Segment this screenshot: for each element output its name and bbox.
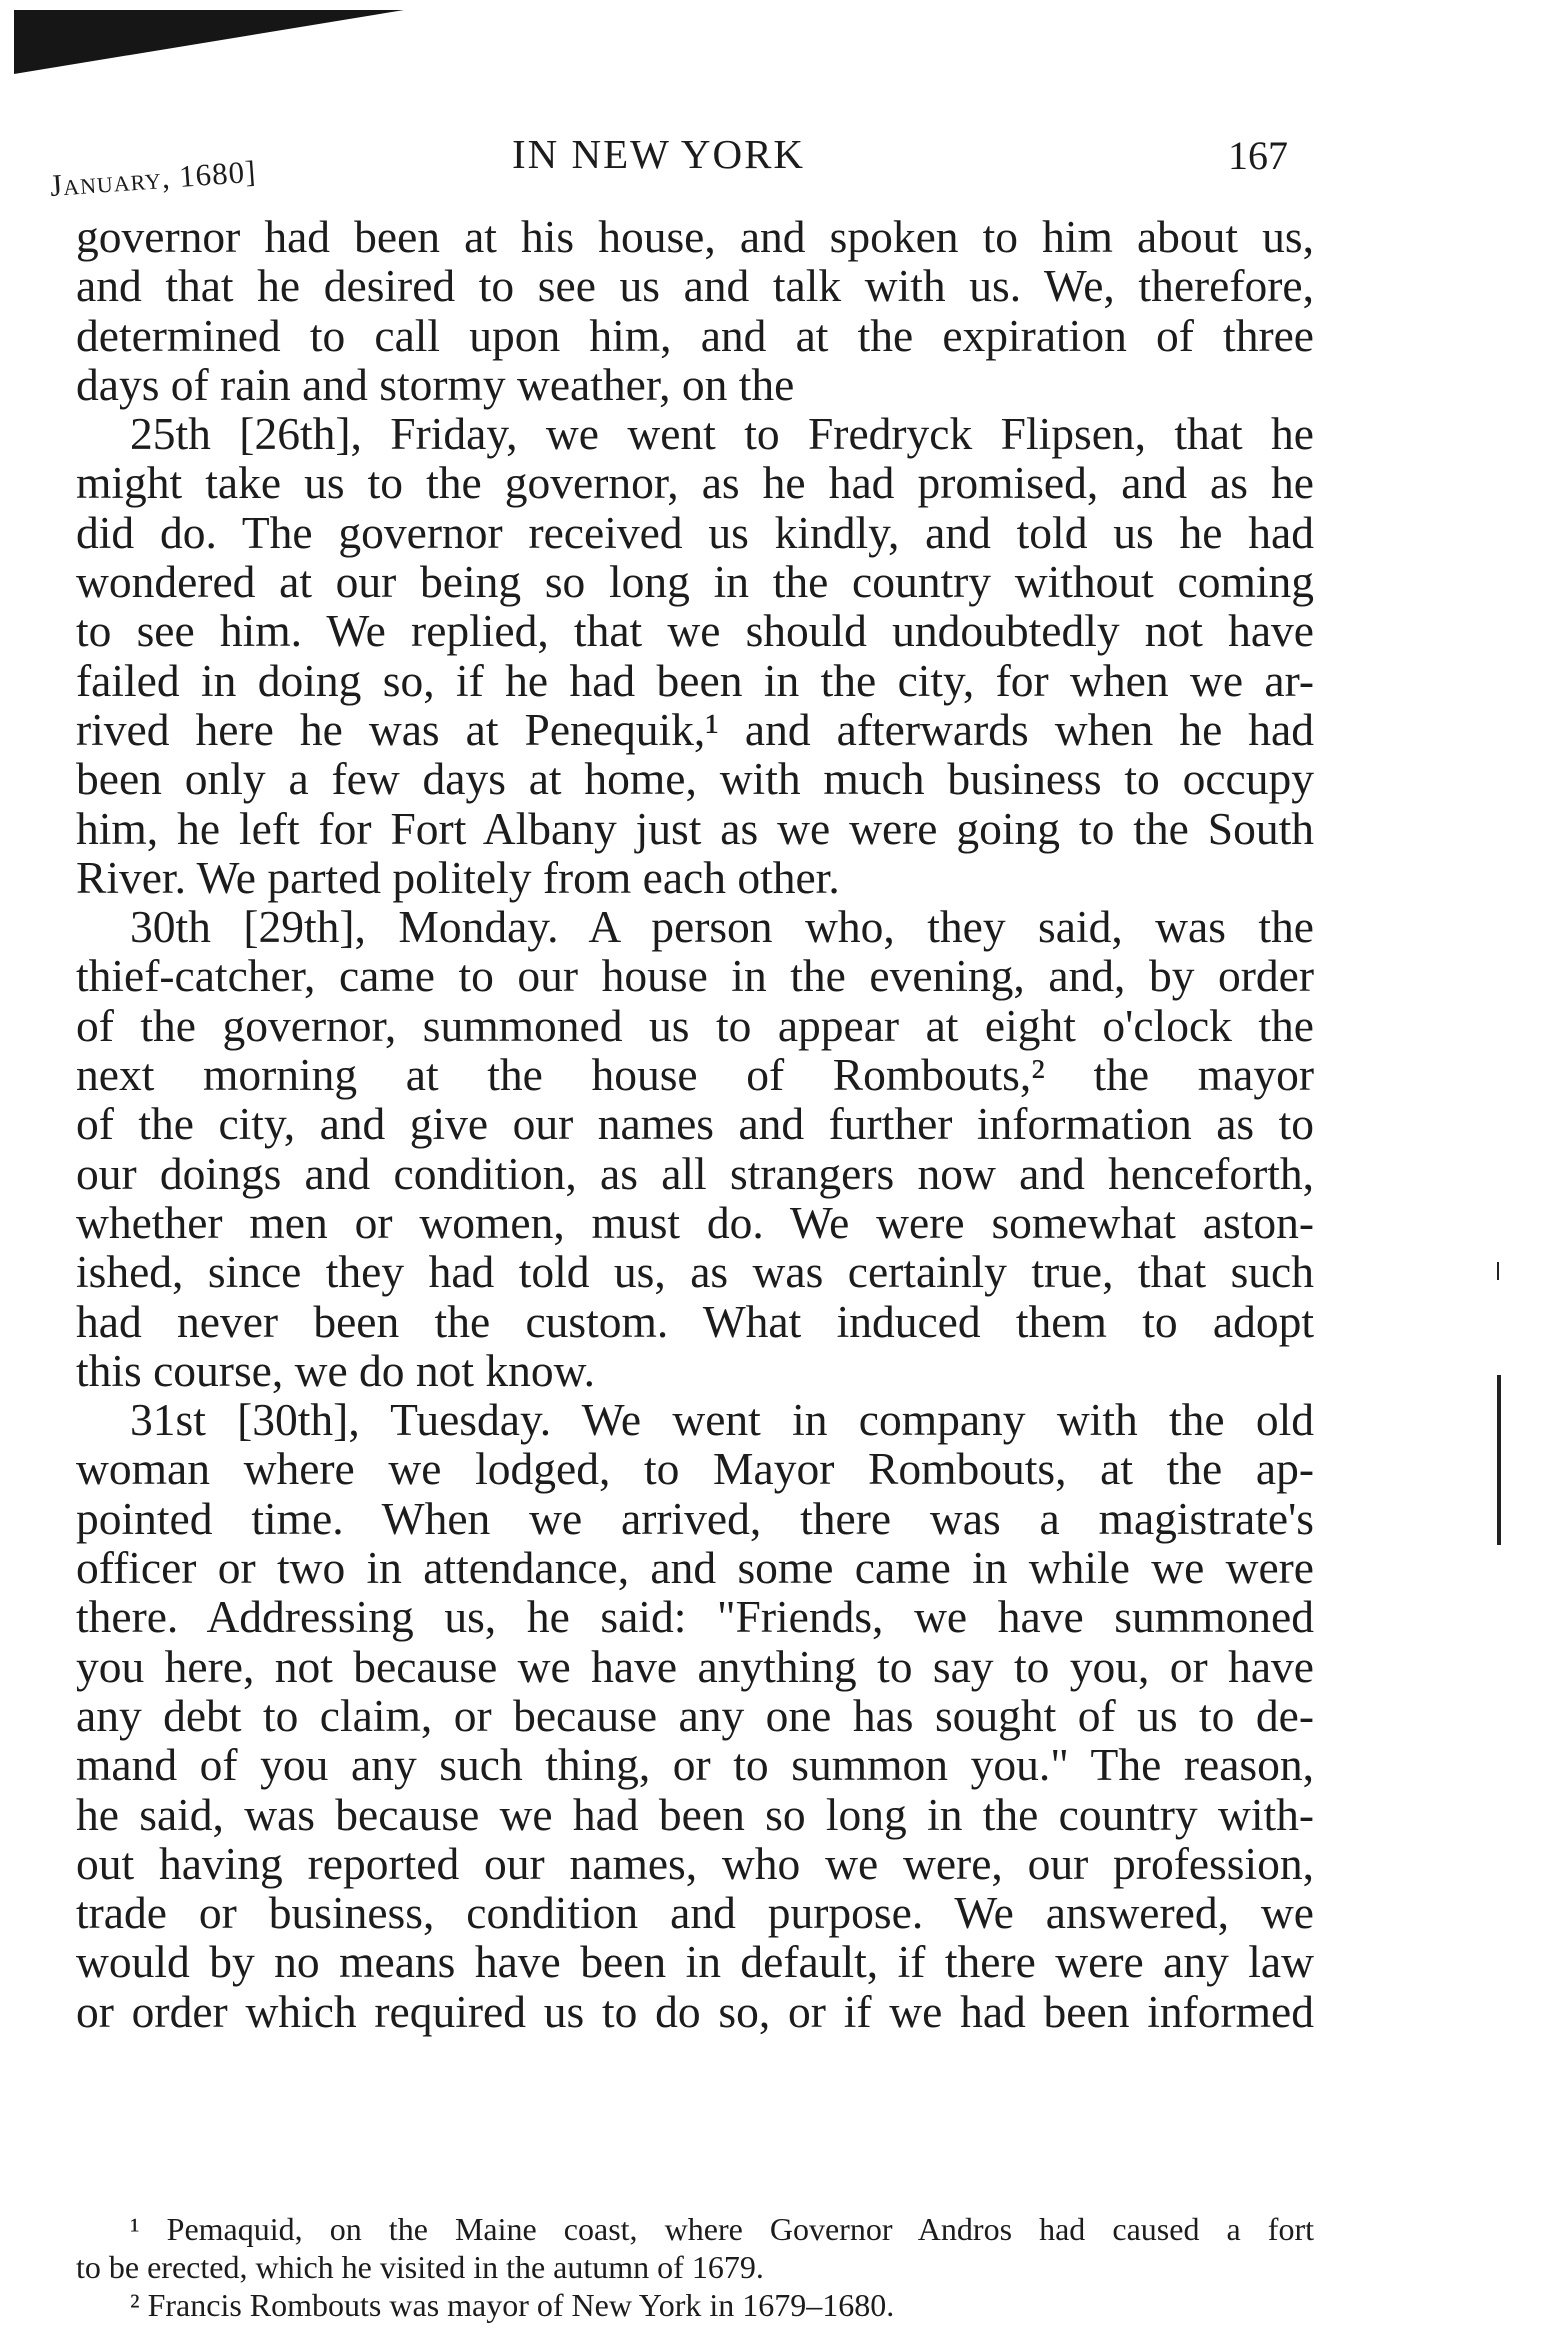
text-line: 30th [29th], Monday. A person who, they said, was the — [130, 901, 1314, 953]
text-line: any debt to claim, or because any one has sought of us to de- — [76, 1689, 1314, 1741]
text-line: rived here he was at Penequik,¹ and afterwards when he had — [76, 703, 1314, 755]
running-head — [0, 130, 1561, 203]
text-line: whether men or women, must do. We were somewhat aston- — [76, 1196, 1314, 1248]
scan-corner-mark — [14, 10, 404, 74]
text-line: to see him. We replied, that we should undoubtedly not have — [76, 605, 1314, 657]
text-line: mand of you any such thing, or to summon you." The reason, — [76, 1739, 1314, 1791]
text-line: trade or business, condition and purpose. We answered, we — [76, 1887, 1314, 1939]
text-line: of the city, and give our names and further information as to — [76, 1098, 1314, 1150]
text-line: failed in doing so, if he had been in the city, for when we ar- — [76, 654, 1314, 706]
footnote-line: ² Francis Rombouts was mayor of New York in 1679–1680. — [130, 2287, 895, 2323]
text-line: woman where we lodged, to Mayor Rombouts, at the ap- — [76, 1443, 1314, 1495]
text-line: and that he desired to see us and talk with us. We, therefore, — [76, 260, 1314, 312]
text-line: wondered at our being so long in the country without coming — [76, 556, 1314, 608]
margin-scan-mark — [1497, 1375, 1501, 1545]
text-line: our doings and condition, as all strangers now and henceforth, — [76, 1147, 1314, 1199]
text-line: might take us to the governor, as he had promised, and as he — [76, 457, 1314, 509]
text-line: this course, we do not know. — [76, 1344, 595, 1396]
text-line: officer or two in attendance, and some came in while we were — [76, 1542, 1314, 1594]
text-line: 31st [30th], Tuesday. We went in company with the old — [130, 1394, 1314, 1446]
text-line: he said, was because we had been so long in the country with- — [76, 1788, 1314, 1840]
text-line: of the governor, summoned us to appear at eight o'clock the — [76, 999, 1314, 1051]
text-line: determined to call upon him, and at the expiration of three — [76, 309, 1314, 361]
body-text — [76, 212, 1314, 2036]
footnote-line: ¹ Pemaquid, on the Maine coast, where Governor Andros had caused a fort — [130, 2211, 1314, 2247]
text-line: River. We parted politely from each other. — [76, 851, 840, 903]
text-line: or order which required us to do so, or if we had been informed — [76, 1985, 1314, 2037]
text-line: been only a few days at home, with much business to occupy — [76, 753, 1314, 805]
text-line: pointed time. When we arrived, there was a magistrate's — [76, 1492, 1314, 1544]
text-line: ished, since they had told us, as was certainly true, that such — [76, 1246, 1314, 1298]
text-line: governor had been at his house, and spoken to him about us, — [76, 211, 1314, 262]
text-line: him, he left for Fort Albany just as we were going to the South — [76, 802, 1314, 854]
page-number: 167 — [1228, 133, 1288, 178]
text-line: 25th [26th], Friday, we went to Fredryck Flipsen, that he — [130, 408, 1314, 460]
text-line: did do. The governor received us kindly, and told us he had — [76, 506, 1314, 558]
text-line: thief-catcher, came to our house in the evening, and, by order — [76, 950, 1314, 1002]
footnotes — [76, 2210, 1314, 2324]
margin-speck — [1497, 1262, 1499, 1280]
text-line: days of rain and stormy weather, on the — [76, 358, 795, 410]
text-line: had never been the custom. What induced them to adopt — [76, 1295, 1314, 1347]
footnote-line: to be erected, which he visited in the autumn of 1679. — [76, 2249, 764, 2285]
text-line: you here, not because we have anything to say to you, or have — [76, 1640, 1314, 1692]
text-line: there. Addressing us, he said: "Friends, we have summoned — [76, 1591, 1314, 1643]
text-line: out having reported our names, who we were, our profession, — [76, 1837, 1314, 1889]
text-line: would by no means have been in default, if there were any law — [76, 1936, 1314, 1988]
running-head-title: IN NEW YORK — [512, 131, 806, 177]
running-head-date: January, 1680] — [48, 153, 258, 203]
text-line: next morning at the house of Rombouts,² the mayor — [76, 1049, 1314, 1101]
